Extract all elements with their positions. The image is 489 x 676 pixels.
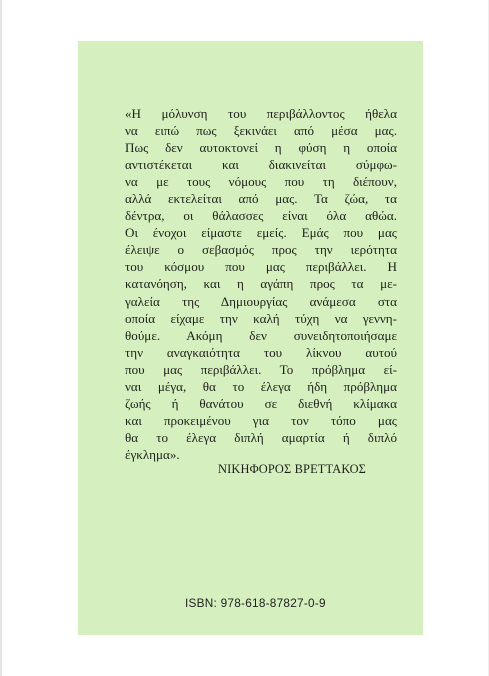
quote-line: Πως δεν αυτοκτονεί η φύση η οποία [125,140,397,156]
quote-line: οποία είχαμε την καλή τύχη να γεννη- [125,310,397,326]
quote-line: και προκειμένου για τον τόπο μας [125,412,397,428]
quote-line: γαλεία της Δημιουργίας ανάμεσα στα [125,293,397,309]
quote-line: Οι ένοχοι είμαστε εμείς. Εμάς που μας [125,225,397,241]
quote-line: έλειψε ο σεβασμός προς την ιερότητα [125,242,397,258]
isbn-number: ISBN: 978-618-87827-0-9 [185,596,326,610]
quote-line: να ειπώ πως ξεκινάει από μέσα μας. [125,123,397,139]
quote-line: δέντρα, οι θάλασσες είναι όλα αθώα. [125,208,397,224]
quote-line: «Η μόλυνση του περιβάλλοντος ήθελα [125,106,397,121]
quote-line: αλλά εκτελείται από μας. Τα ζώα, τα [125,191,397,207]
quote-line: θα το έλεγα διπλή αμαρτία ή διπλό [125,429,397,445]
quote-line: κατανόηση, και η αγάπη προς τα με- [125,276,397,292]
quote-line: την αναγκαιότητα του λίκνου αυτού [125,344,397,360]
quote-line: ναι μέγα, θα το έλεγα ήδη πρόβλημα [125,378,397,394]
book-back-cover [78,41,423,635]
quote-line: να με τους νόμους που τη διέπουν, [125,174,397,190]
quote-line: έγκλημα». [125,446,180,462]
quote-line: που μας περιβάλλει. Το πρόβλημα εί- [125,361,397,377]
back-cover-quote [125,105,397,463]
quote-line: του κόσμου που μας περιβάλλει. Η [125,259,397,275]
author-name: ΝΙΚΗΦΟΡΟΣ ΒΡΕΤΤΑΚΟΣ [218,462,367,476]
quote-line: ζωής ή θανάτου σε διεθνή κλίμακα [125,395,397,411]
quote-line: αντιστέκεται και διακινείται σύμφω- [125,157,397,173]
quote-line: θούμε. Ακόμη δεν συνειδητοποιήσαμε [125,327,397,343]
